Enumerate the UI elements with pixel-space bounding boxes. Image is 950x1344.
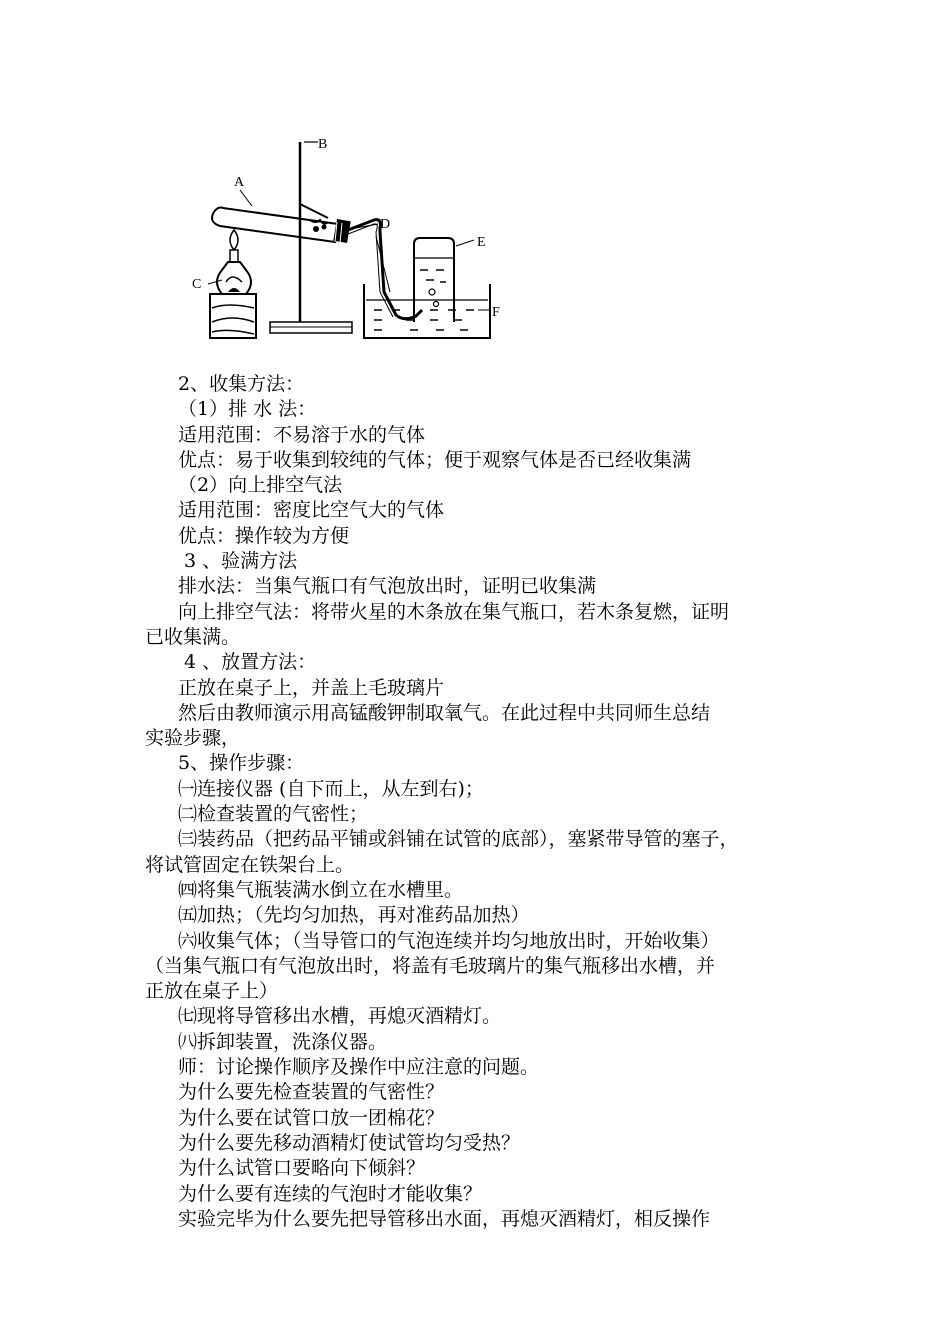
text-line: 3 、验满方法	[178, 550, 298, 573]
text-line: ㈢装药品（把药品平铺或斜铺在试管的底部），塞紧带导管的塞子，	[178, 828, 739, 851]
text-line: 适用范围：不易溶于水的气体	[178, 423, 426, 446]
text-line: ㈤加热；（先均匀加热，再对准药品加热）	[178, 904, 530, 927]
label-e: E	[477, 235, 486, 250]
text-line: 为什么要先检查装置的气密性？	[178, 1081, 445, 1104]
text-line: （当集气瓶口有气泡放出时，将盖有毛玻璃片的集气瓶移出水槽，并	[145, 954, 716, 977]
text-line: 为什么要先移动酒精灯使试管均匀受热？	[178, 1131, 521, 1154]
text-line: ㈠连接仪器 (自下而上，从左到右)；	[178, 777, 484, 800]
text-line: 向上排空气法：将带火星的木条放在集气瓶口，若木条复燃，证明	[178, 600, 730, 623]
label-c: C	[192, 277, 202, 292]
text-line: 优点：操作较为方便	[178, 524, 350, 547]
text-line: 师：讨论操作顺序及操作中应注意的问题。	[178, 1056, 540, 1079]
text-line: （2）向上排空气法	[178, 474, 343, 497]
label-f: F	[492, 305, 500, 320]
text-line: 实验完毕为什么要先把导管移出水面，再熄灭酒精灯，相反操作	[178, 1207, 711, 1230]
oxygen-apparatus-figure	[178, 132, 508, 347]
text-line: ㈧拆卸装置，洗涤仪器。	[178, 1030, 388, 1053]
text-line: （1）排 水 法：	[178, 398, 317, 421]
text-line: 优点：易于收集到较纯的气体；便于观察气体是否已经收集满	[178, 448, 692, 471]
text-line: 正放在桌子上，并盖上毛玻璃片	[178, 676, 445, 699]
text-line: 为什么要在试管口放一团棉花？	[178, 1106, 445, 1129]
text-line: 5、操作步骤：	[178, 752, 305, 775]
text-line: 已收集满。	[145, 625, 241, 648]
text-line: ㈥收集气体；（当导管口的气泡连续并均匀地放出时，开始收集）	[178, 929, 720, 952]
text-line: 然后由教师演示用高锰酸钾制取氧气。在此过程中共同师生总结	[178, 701, 711, 724]
text-line: 将试管固定在铁架台上。	[145, 853, 355, 876]
text-line: 正放在桌子上）	[145, 980, 279, 1003]
text-line: 适用范围：密度比空气大的气体	[178, 499, 445, 522]
apparatus-diagram	[178, 132, 508, 347]
label-a: A	[234, 175, 245, 190]
text-line: 2、收集方法：	[178, 373, 305, 395]
label-b: B	[318, 137, 328, 152]
text-line: 排水法：当集气瓶口有气泡放出时，证明已收集满	[178, 575, 597, 598]
text-line: ㈡检查装置的气密性；	[178, 803, 369, 826]
text-line: 实验步骤，	[145, 727, 241, 750]
text-line: ㈣将集气瓶装满水倒立在水槽里。	[178, 878, 464, 901]
body-text	[145, 372, 825, 1232]
text-line: 为什么要有连续的气泡时才能收集？	[178, 1182, 483, 1205]
label-d: D	[380, 217, 391, 232]
text-line: ㈦现将导管移出水槽，再熄灭酒精灯。	[178, 1005, 502, 1028]
text-line: 为什么试管口要略向下倾斜？	[178, 1157, 426, 1180]
text-line: 4 、放置方法：	[178, 651, 317, 674]
